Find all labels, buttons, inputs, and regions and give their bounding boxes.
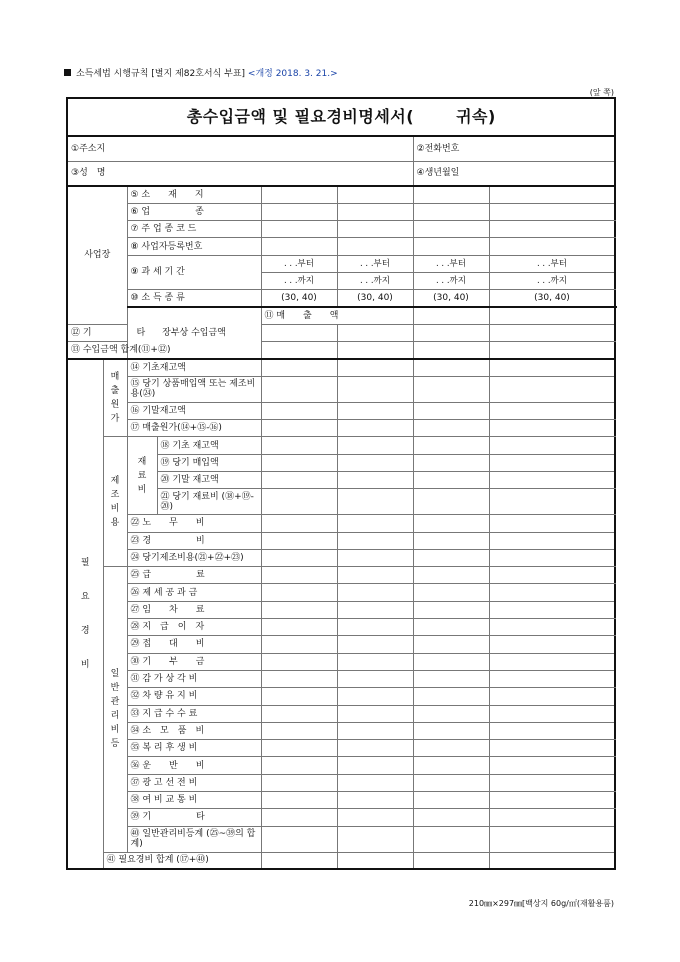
general-row-label-11: ㉟ 복 리 후 생 비: [127, 740, 261, 757]
general-row-16-site-3[interactable]: [413, 826, 489, 852]
general-row-7-site-4[interactable]: [489, 670, 615, 687]
general-row-label-16: ㊵ 일반관리비등계 (㉕~㊴의 합계): [127, 826, 261, 852]
cogs-row-1-site-4[interactable]: [489, 359, 615, 376]
general-row-16-site-4[interactable]: [489, 826, 615, 852]
general-row-label-12: ㊱ 운 반 비: [127, 757, 261, 774]
material-row-3-site-4[interactable]: [489, 471, 615, 488]
general-row-1-site-4[interactable]: [489, 567, 615, 584]
material-row-label-4: ㉑ 당기 재료비 (⑱+⑲-⑳): [157, 489, 261, 515]
manufacturing-row-label-1: ㉒ 노 무 비: [127, 515, 261, 532]
general-row-13-site-3[interactable]: [413, 774, 489, 791]
general-row-label-9: ㉝ 지 급 수 수 료: [127, 705, 261, 722]
general-row-2-site-4[interactable]: [489, 584, 615, 601]
cogs-row-1-site-2[interactable]: [337, 359, 413, 376]
revenue-row-2-site-1[interactable]: [261, 324, 337, 341]
general-row-14-site-3[interactable]: [413, 792, 489, 809]
business-row-4-site-3[interactable]: [413, 238, 489, 255]
general-admin-label: 일반관리비등: [103, 567, 127, 852]
sales-site-1[interactable]: [413, 307, 489, 324]
name-label: ③성 명: [71, 168, 106, 179]
business-row-3-site-3[interactable]: [413, 221, 489, 238]
general-row-12-site-1[interactable]: [261, 757, 337, 774]
general-row-9-site-2[interactable]: [337, 705, 413, 722]
manufacturing-row-2-site-1[interactable]: [261, 532, 337, 549]
revenue-row-2-site-4[interactable]: [489, 324, 615, 341]
general-row-11-site-2[interactable]: [337, 740, 413, 757]
general-row-5-site-3[interactable]: [413, 636, 489, 653]
business-row-label-2: ⑥ 업 종: [127, 203, 261, 220]
title-left: 총수입금액 및 필요경비명세서(: [186, 107, 415, 126]
general-row-4-site-4[interactable]: [489, 619, 615, 636]
name-cell[interactable]: [67, 161, 413, 186]
general-row-8-site-2[interactable]: [337, 688, 413, 705]
general-row-11-site-3[interactable]: [413, 740, 489, 757]
cogs-row-label-1: ⑭ 기초재고액: [127, 359, 261, 376]
revenue-row-label-3: ⑬ 수입금액 합계(⑪+⑫): [67, 342, 127, 359]
business-row-3-site-4[interactable]: [489, 221, 615, 238]
income-type-2[interactable]: (30, 40): [337, 290, 413, 307]
period-to-2[interactable]: . . .까지: [337, 272, 413, 289]
address-cell[interactable]: [67, 136, 413, 161]
period-from-1[interactable]: . . .부터: [261, 255, 337, 272]
material-row-3-site-3[interactable]: [413, 471, 489, 488]
cogs-row-4-site-4[interactable]: [489, 420, 615, 437]
general-row-5-site-1[interactable]: [261, 636, 337, 653]
general-row-4-site-1[interactable]: [261, 619, 337, 636]
business-row-4-site-1[interactable]: [261, 238, 337, 255]
location-site-3[interactable]: [413, 186, 489, 203]
material-row-3-site-1[interactable]: [261, 471, 337, 488]
period-from-2[interactable]: . . .부터: [337, 255, 413, 272]
expense-total-site-2[interactable]: [337, 852, 413, 869]
general-row-9-site-4[interactable]: [489, 705, 615, 722]
general-row-10-site-2[interactable]: [337, 722, 413, 739]
general-row-label-14: ㊳ 여 비 교 통 비: [127, 792, 261, 809]
manufacturing-row-label-3: ㉔ 당기제조비용(㉑+㉒+㉓): [127, 549, 261, 566]
revenue-row-2-site-3[interactable]: [413, 324, 489, 341]
business-row-2-site-4[interactable]: [489, 203, 615, 220]
revenue-row-label-2: ⑫ 기 타: [67, 324, 127, 341]
manufacturing-row-1-site-1[interactable]: [261, 515, 337, 532]
revenue-row-3-site-2[interactable]: [337, 342, 413, 359]
cogs-row-1-site-1[interactable]: [261, 359, 337, 376]
cogs-row-label-2: ⑮ 당기 상품매입액 또는 제조비용(㉔): [127, 376, 261, 402]
square-bullet-icon: [64, 69, 71, 76]
general-row-label-7: ㉛ 감 가 상 각 비: [127, 670, 261, 687]
expense-total-site-1[interactable]: [261, 852, 337, 869]
business-group-label: 사업장: [67, 186, 127, 324]
revision-note: <개정 2018. 3. 21.>: [247, 69, 338, 79]
material-row-2-site-4[interactable]: [489, 454, 615, 471]
general-row-5-site-4[interactable]: [489, 636, 615, 653]
manufacturing-row-1-site-2[interactable]: [337, 515, 413, 532]
general-row-9-site-3[interactable]: [413, 705, 489, 722]
income-type-3[interactable]: (30, 40): [413, 290, 489, 307]
general-row-1-site-2[interactable]: [337, 567, 413, 584]
address-label: ①주소지: [71, 143, 106, 154]
cogs-row-2-site-1[interactable]: [261, 376, 337, 402]
general-row-label-4: ㉘ 지 급 이 자: [127, 619, 261, 636]
front-page-label: (앞 쪽): [589, 88, 614, 97]
cogs-row-label-3: ⑯ 기말재고액: [127, 402, 261, 419]
general-row-6-site-1[interactable]: [261, 653, 337, 670]
tax-period-label: ⑨ 과 세 기 간: [127, 255, 261, 290]
business-row-3-site-2[interactable]: [337, 221, 413, 238]
cogs-row-4-site-3[interactable]: [413, 420, 489, 437]
general-row-11-site-4[interactable]: [489, 740, 615, 757]
birth-label: ④생년월일: [416, 168, 460, 179]
expense-total-label: ㊶ 필요경비 합계 (⑰+㊵): [103, 852, 261, 869]
manufacturing-row-2-site-4[interactable]: [489, 532, 615, 549]
location-site-1[interactable]: [261, 186, 337, 203]
form-title: [67, 98, 615, 136]
general-row-3-site-1[interactable]: [261, 601, 337, 618]
manufacturing-row-3-site-1[interactable]: [261, 549, 337, 566]
sales-label: ⑪ 매 출 액: [261, 307, 413, 324]
paper-spec: 210㎜×297㎜[백상지 60g/㎡(재활용품): [468, 899, 614, 908]
location-site-2[interactable]: [337, 186, 413, 203]
general-row-label-10: ㉞ 소 모 품 비: [127, 722, 261, 739]
period-to-4[interactable]: . . .까지: [489, 272, 615, 289]
general-row-7-site-1[interactable]: [261, 670, 337, 687]
general-row-13-site-1[interactable]: [261, 774, 337, 791]
cogs-row-3-site-4[interactable]: [489, 402, 615, 419]
form-header: [64, 66, 338, 79]
cogs-row-2-site-2[interactable]: [337, 376, 413, 402]
material-row-4-site-3[interactable]: [413, 489, 489, 515]
business-row-2-site-1[interactable]: [261, 203, 337, 220]
cogs-row-3-site-3[interactable]: [413, 402, 489, 419]
general-row-14-site-4[interactable]: [489, 792, 615, 809]
manufacturing-row-3-site-3[interactable]: [413, 549, 489, 566]
manufacturing-row-3-site-4[interactable]: [489, 549, 615, 566]
revenue-row-3-site-4[interactable]: [489, 342, 615, 359]
revenue-row-3-site-3[interactable]: [413, 342, 489, 359]
general-row-7-site-2[interactable]: [337, 670, 413, 687]
business-row-4-site-4[interactable]: [489, 238, 615, 255]
manufacturing-row-label-2: ㉓ 경 비: [127, 532, 261, 549]
general-row-1-site-1[interactable]: [261, 567, 337, 584]
general-row-16-site-2[interactable]: [337, 826, 413, 852]
material-row-label-3: ⑳ 기말 재고액: [157, 471, 261, 488]
manufacturing-row-2-site-3[interactable]: [413, 532, 489, 549]
general-row-2-site-2[interactable]: [337, 584, 413, 601]
general-row-label-3: ㉗ 임 차 료: [127, 601, 261, 618]
general-row-14-site-1[interactable]: [261, 792, 337, 809]
material-row-1-site-1[interactable]: [261, 437, 337, 454]
phone-cell[interactable]: [413, 136, 615, 161]
title-right: 귀속): [456, 107, 496, 126]
general-row-14-site-2[interactable]: [337, 792, 413, 809]
manufacturing-row-3-site-2[interactable]: [337, 549, 413, 566]
general-row-8-site-3[interactable]: [413, 688, 489, 705]
expense-statement-form: [66, 97, 616, 870]
business-location-label: ⑤ 소 재 지: [127, 186, 261, 203]
business-row-2-site-3[interactable]: [413, 203, 489, 220]
income-type-label: ⑩ 소 득 종 류: [127, 290, 261, 307]
general-row-label-13: ㊲ 광 고 선 전 비: [127, 774, 261, 791]
general-row-3-site-4[interactable]: [489, 601, 615, 618]
manufacturing-row-1-site-4[interactable]: [489, 515, 615, 532]
income-type-4[interactable]: (30, 40): [489, 290, 615, 307]
material-row-1-site-3[interactable]: [413, 437, 489, 454]
general-row-3-site-3[interactable]: [413, 601, 489, 618]
general-row-15-site-1[interactable]: [261, 809, 337, 826]
general-row-7-site-3[interactable]: [413, 670, 489, 687]
material-row-1-site-4[interactable]: [489, 437, 615, 454]
general-row-8-site-1[interactable]: [261, 688, 337, 705]
material-row-4-site-1[interactable]: [261, 489, 337, 515]
general-row-8-site-4[interactable]: [489, 688, 615, 705]
general-row-2-site-1[interactable]: [261, 584, 337, 601]
business-row-3-site-1[interactable]: [261, 221, 337, 238]
general-row-12-site-2[interactable]: [337, 757, 413, 774]
general-row-6-site-4[interactable]: [489, 653, 615, 670]
general-row-1-site-3[interactable]: [413, 567, 489, 584]
business-row-label-3: ⑦ 주 업 종 코 드: [127, 221, 261, 238]
cogs-row-label-4: ⑰ 매출원가(⑭+⑮-⑯): [127, 420, 261, 437]
business-row-label-4: ⑧ 사업자등록번호: [127, 238, 261, 255]
cogs-row-4-site-2[interactable]: [337, 420, 413, 437]
location-site-4[interactable]: [489, 186, 615, 203]
material-row-4-site-4[interactable]: [489, 489, 615, 515]
general-row-6-site-3[interactable]: [413, 653, 489, 670]
income-type-1[interactable]: (30, 40): [261, 290, 337, 307]
cogs-row-4-site-1[interactable]: [261, 420, 337, 437]
sales-site-2[interactable]: [489, 307, 615, 324]
general-row-15-site-3[interactable]: [413, 809, 489, 826]
general-row-label-1: ㉕ 급 료: [127, 567, 261, 584]
general-row-5-site-2[interactable]: [337, 636, 413, 653]
general-row-4-site-3[interactable]: [413, 619, 489, 636]
general-row-10-site-4[interactable]: [489, 722, 615, 739]
expenses-group-label: 필 요 경 비: [67, 359, 103, 869]
material-row-label-1: ⑱ 기초 재고액: [157, 437, 261, 454]
material-row-2-site-1[interactable]: [261, 454, 337, 471]
phone-label: ②전화번호: [416, 143, 460, 154]
material-row-2-site-3[interactable]: [413, 454, 489, 471]
general-row-13-site-2[interactable]: [337, 774, 413, 791]
expense-total-site-4[interactable]: [489, 852, 615, 869]
material-row-label-2: ⑲ 당기 매입액: [157, 454, 261, 471]
general-row-12-site-3[interactable]: [413, 757, 489, 774]
cogs-row-3-site-2[interactable]: [337, 402, 413, 419]
revenue-row-2-site-2[interactable]: [337, 324, 413, 341]
general-row-2-site-3[interactable]: [413, 584, 489, 601]
general-row-label-2: ㉖ 제 세 공 과 금: [127, 584, 261, 601]
general-row-label-6: ㉚ 기 부 금: [127, 653, 261, 670]
material-row-4-site-2[interactable]: [337, 489, 413, 515]
general-row-4-site-2[interactable]: [337, 619, 413, 636]
revenue-group-label: 장부상 수입금액: [127, 307, 261, 359]
general-row-10-site-3[interactable]: [413, 722, 489, 739]
manufacturing-row-2-site-2[interactable]: [337, 532, 413, 549]
cogs-row-3-site-1[interactable]: [261, 402, 337, 419]
material-row-3-site-2[interactable]: [337, 471, 413, 488]
form-reference: 소득세법 시행규칙 [별지 제82호서식 부표]: [76, 69, 246, 79]
general-row-10-site-1[interactable]: [261, 722, 337, 739]
general-row-13-site-4[interactable]: [489, 774, 615, 791]
general-row-11-site-1[interactable]: [261, 740, 337, 757]
general-row-label-5: ㉙ 접 대 비: [127, 636, 261, 653]
manufacturing-row-1-site-3[interactable]: [413, 515, 489, 532]
business-row-2-site-2[interactable]: [337, 203, 413, 220]
material-row-1-site-2[interactable]: [337, 437, 413, 454]
cogs-row-1-site-3[interactable]: [413, 359, 489, 376]
business-row-4-site-2[interactable]: [337, 238, 413, 255]
material-cost-label: 재료비: [127, 437, 157, 515]
revenue-row-3-site-1[interactable]: [261, 342, 337, 359]
general-row-3-site-2[interactable]: [337, 601, 413, 618]
period-from-3[interactable]: . . .부터: [413, 255, 489, 272]
birth-cell[interactable]: [413, 161, 615, 186]
manufacturing-label: 제조비용: [103, 437, 127, 567]
general-row-12-site-4[interactable]: [489, 757, 615, 774]
general-row-label-8: ㉜ 차 량 유 지 비: [127, 688, 261, 705]
general-row-9-site-1[interactable]: [261, 705, 337, 722]
cogs-row-2-site-4[interactable]: [489, 376, 615, 402]
general-row-6-site-2[interactable]: [337, 653, 413, 670]
general-row-16-site-1[interactable]: [261, 826, 337, 852]
period-from-4[interactable]: . . .부터: [489, 255, 615, 272]
general-row-15-site-4[interactable]: [489, 809, 615, 826]
period-to-1[interactable]: . . .까지: [261, 272, 337, 289]
general-row-label-15: ㊴ 기 타: [127, 809, 261, 826]
cogs-row-2-site-3[interactable]: [413, 376, 489, 402]
material-row-2-site-2[interactable]: [337, 454, 413, 471]
general-row-15-site-2[interactable]: [337, 809, 413, 826]
cogs-label: 매출원가: [103, 359, 127, 437]
period-to-3[interactable]: . . .까지: [413, 272, 489, 289]
expense-total-site-3[interactable]: [413, 852, 489, 869]
